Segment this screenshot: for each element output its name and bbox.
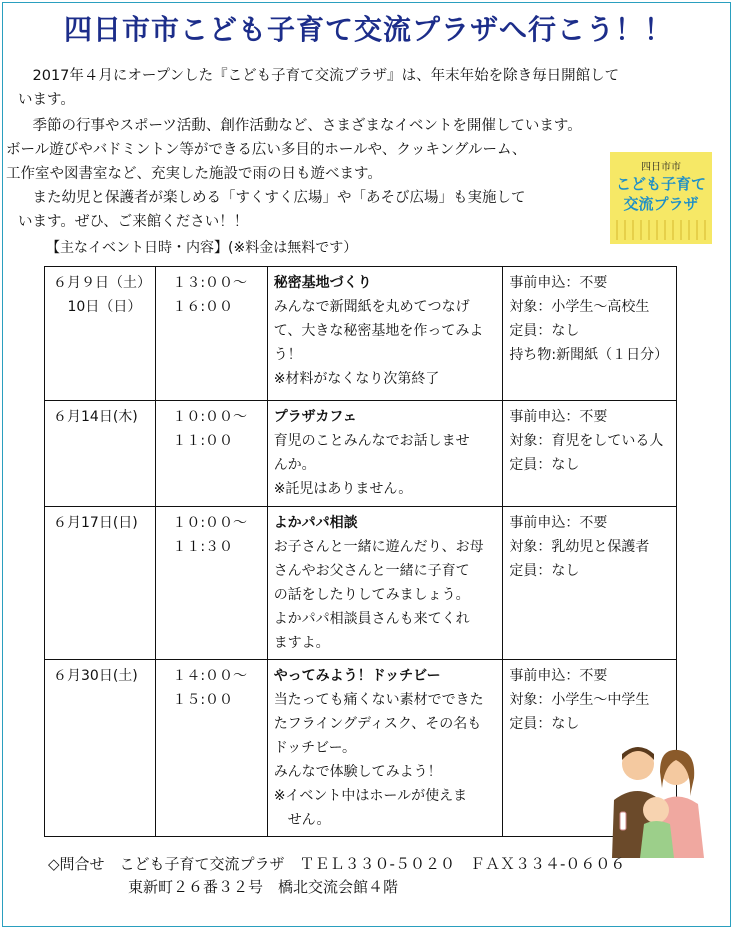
event-info xyxy=(503,267,677,401)
event-desc-line: さんやお父さんと一緒に子育て xyxy=(273,563,470,579)
event-row xyxy=(45,507,677,660)
event-desc-line: よかパパ相談員さんも来てくれ xyxy=(273,611,470,627)
event-title: よかパパ相談 xyxy=(273,515,358,531)
event-date xyxy=(45,660,156,837)
event-desc-line: みんなで新聞紙を丸めてつなげ xyxy=(273,299,470,315)
event-content xyxy=(267,507,503,660)
event-desc-line: みんなで体験してみよう！ xyxy=(273,764,442,780)
logo-pattern xyxy=(610,220,712,240)
baby-body xyxy=(640,821,674,858)
event-time-start: １０:００～ xyxy=(172,515,248,531)
intro-line-1: 2017年４月にオープンした『こども子育て交流プラザ』は、年末年始を除き毎日開館して xyxy=(18,68,620,84)
intro-line-3: 季節の行事やスポーツ活動、創作活動など、さまざまなイベントを開催しています。 xyxy=(18,118,582,134)
event-date xyxy=(45,401,156,507)
event-content xyxy=(267,267,503,401)
event-info xyxy=(503,507,677,660)
event-desc-line: んか。 xyxy=(273,457,316,473)
event-time-end: １６:００ xyxy=(172,299,234,315)
event-date xyxy=(45,267,156,401)
event-time-end: １５:００ xyxy=(172,692,234,708)
event-time xyxy=(156,660,267,837)
event-info-line: 持ち物:新聞紙（１日分） xyxy=(509,347,669,363)
event-row xyxy=(45,660,677,837)
event-title: やってみよう！ドッチビー xyxy=(273,668,441,684)
event-row xyxy=(45,401,677,507)
event-info-line: 定員：なし xyxy=(509,563,580,579)
intro-line-4: ボール遊びやバドミントン等ができる広い多目的ホールや、クッキングルーム、 xyxy=(6,142,527,158)
intro-line-6: また幼児と保護者が楽しめる「すくすく広場」や「あそび広場」も実施して xyxy=(18,190,526,206)
event-date-line: ６月９日（土） xyxy=(53,275,151,291)
event-date-line: ６月17日(日) xyxy=(53,515,138,531)
events-heading: 【主なイベント日時・内容】(※料金は無料です） xyxy=(46,240,358,256)
event-time-end: １１:３０ xyxy=(172,539,234,555)
event-time xyxy=(156,267,267,401)
event-date xyxy=(45,507,156,660)
intro-line-7: います。ぜひ、ご来館ください！！ xyxy=(18,214,249,230)
intro-line-5: 工作室や図書室など、充実した施設で雨の日も遊べます。 xyxy=(6,166,382,182)
event-info-line: 対象：小学生～高校生 xyxy=(509,299,650,315)
intro-line-2: います。 xyxy=(18,92,75,108)
baby-head xyxy=(643,797,669,823)
event-desc-line: 当たっても痛くない素材でできた xyxy=(273,692,484,708)
event-desc-line: ※イベント中はホールが使えま xyxy=(273,788,468,804)
contact-line: ◇問合せ こども子育て交流プラザ ＴＥＬ３３０-５０２０ ＦＡＸ３３４-０６０６ xyxy=(48,855,626,873)
event-info-line: 定員：なし xyxy=(509,457,580,473)
event-info-line: 定員：なし xyxy=(509,323,580,339)
event-time-start: １４:００～ xyxy=(172,668,248,684)
event-date-line: 10日（日） xyxy=(67,299,142,315)
event-desc-line: ※材料がなくなり次第終了 xyxy=(273,371,440,387)
address-line: 東新町２６番３２号 橋北交流会館４階 xyxy=(128,878,399,896)
event-desc-line: せん。 xyxy=(287,812,331,828)
family-illustration xyxy=(600,738,710,858)
event-time xyxy=(156,507,267,660)
logo-city: 四日市市 xyxy=(641,162,681,173)
baby-bottle xyxy=(620,812,626,830)
event-info-line: 事前申込：不要 xyxy=(509,409,608,425)
event-time xyxy=(156,401,267,507)
event-desc-line: ますよ。 xyxy=(273,635,330,651)
logo-name-line-1: こども子育て xyxy=(615,175,706,193)
event-content xyxy=(267,660,503,837)
event-info-line: 対象：乳幼児と保護者 xyxy=(509,539,650,555)
event-info-line: 対象：育児をしている人 xyxy=(509,433,664,449)
event-row xyxy=(45,267,677,401)
event-time-end: １１:００ xyxy=(172,433,234,449)
event-title: 秘密基地づくり xyxy=(273,275,372,291)
event-info-line: 対象：小学生～中学生 xyxy=(509,692,650,708)
event-desc-line: 育児のことみんなでお話しませ xyxy=(273,433,470,449)
logo-name xyxy=(610,174,712,214)
event-content xyxy=(267,401,503,507)
event-info-line: 定員：なし xyxy=(509,716,580,732)
event-date-line: ６月14日(木) xyxy=(53,409,138,425)
event-time-start: １０:００～ xyxy=(172,409,248,425)
event-desc-line: ※託児はありません。 xyxy=(273,481,413,497)
page-title: 四日市市こども子育て交流プラザへ行こう！！ xyxy=(63,13,673,46)
event-title: プラザカフェ xyxy=(273,409,357,425)
events-table xyxy=(44,266,677,837)
event-info-line: 事前申込：不要 xyxy=(509,515,608,531)
event-desc-line: たフライングディスク、その名も xyxy=(273,716,482,732)
event-desc-line: お子さんと一緒に遊んだり、お母 xyxy=(273,539,484,555)
logo-name-line-2: 交流プラザ xyxy=(623,195,699,213)
event-info-line: 事前申込：不要 xyxy=(509,275,608,291)
event-time-start: １３:００～ xyxy=(172,275,248,291)
event-desc-line: の話をしたりしてみましょう。 xyxy=(273,587,470,603)
event-info xyxy=(503,401,677,507)
event-date-line: ６月30日(土) xyxy=(53,668,138,684)
event-desc-line: う！ xyxy=(273,347,302,363)
event-desc-line: ドッチビー。 xyxy=(273,740,357,756)
event-info-line: 事前申込：不要 xyxy=(509,668,608,684)
plaza-logo xyxy=(610,152,712,244)
event-desc-line: て、大きな秘密基地を作ってみよ xyxy=(273,323,484,339)
